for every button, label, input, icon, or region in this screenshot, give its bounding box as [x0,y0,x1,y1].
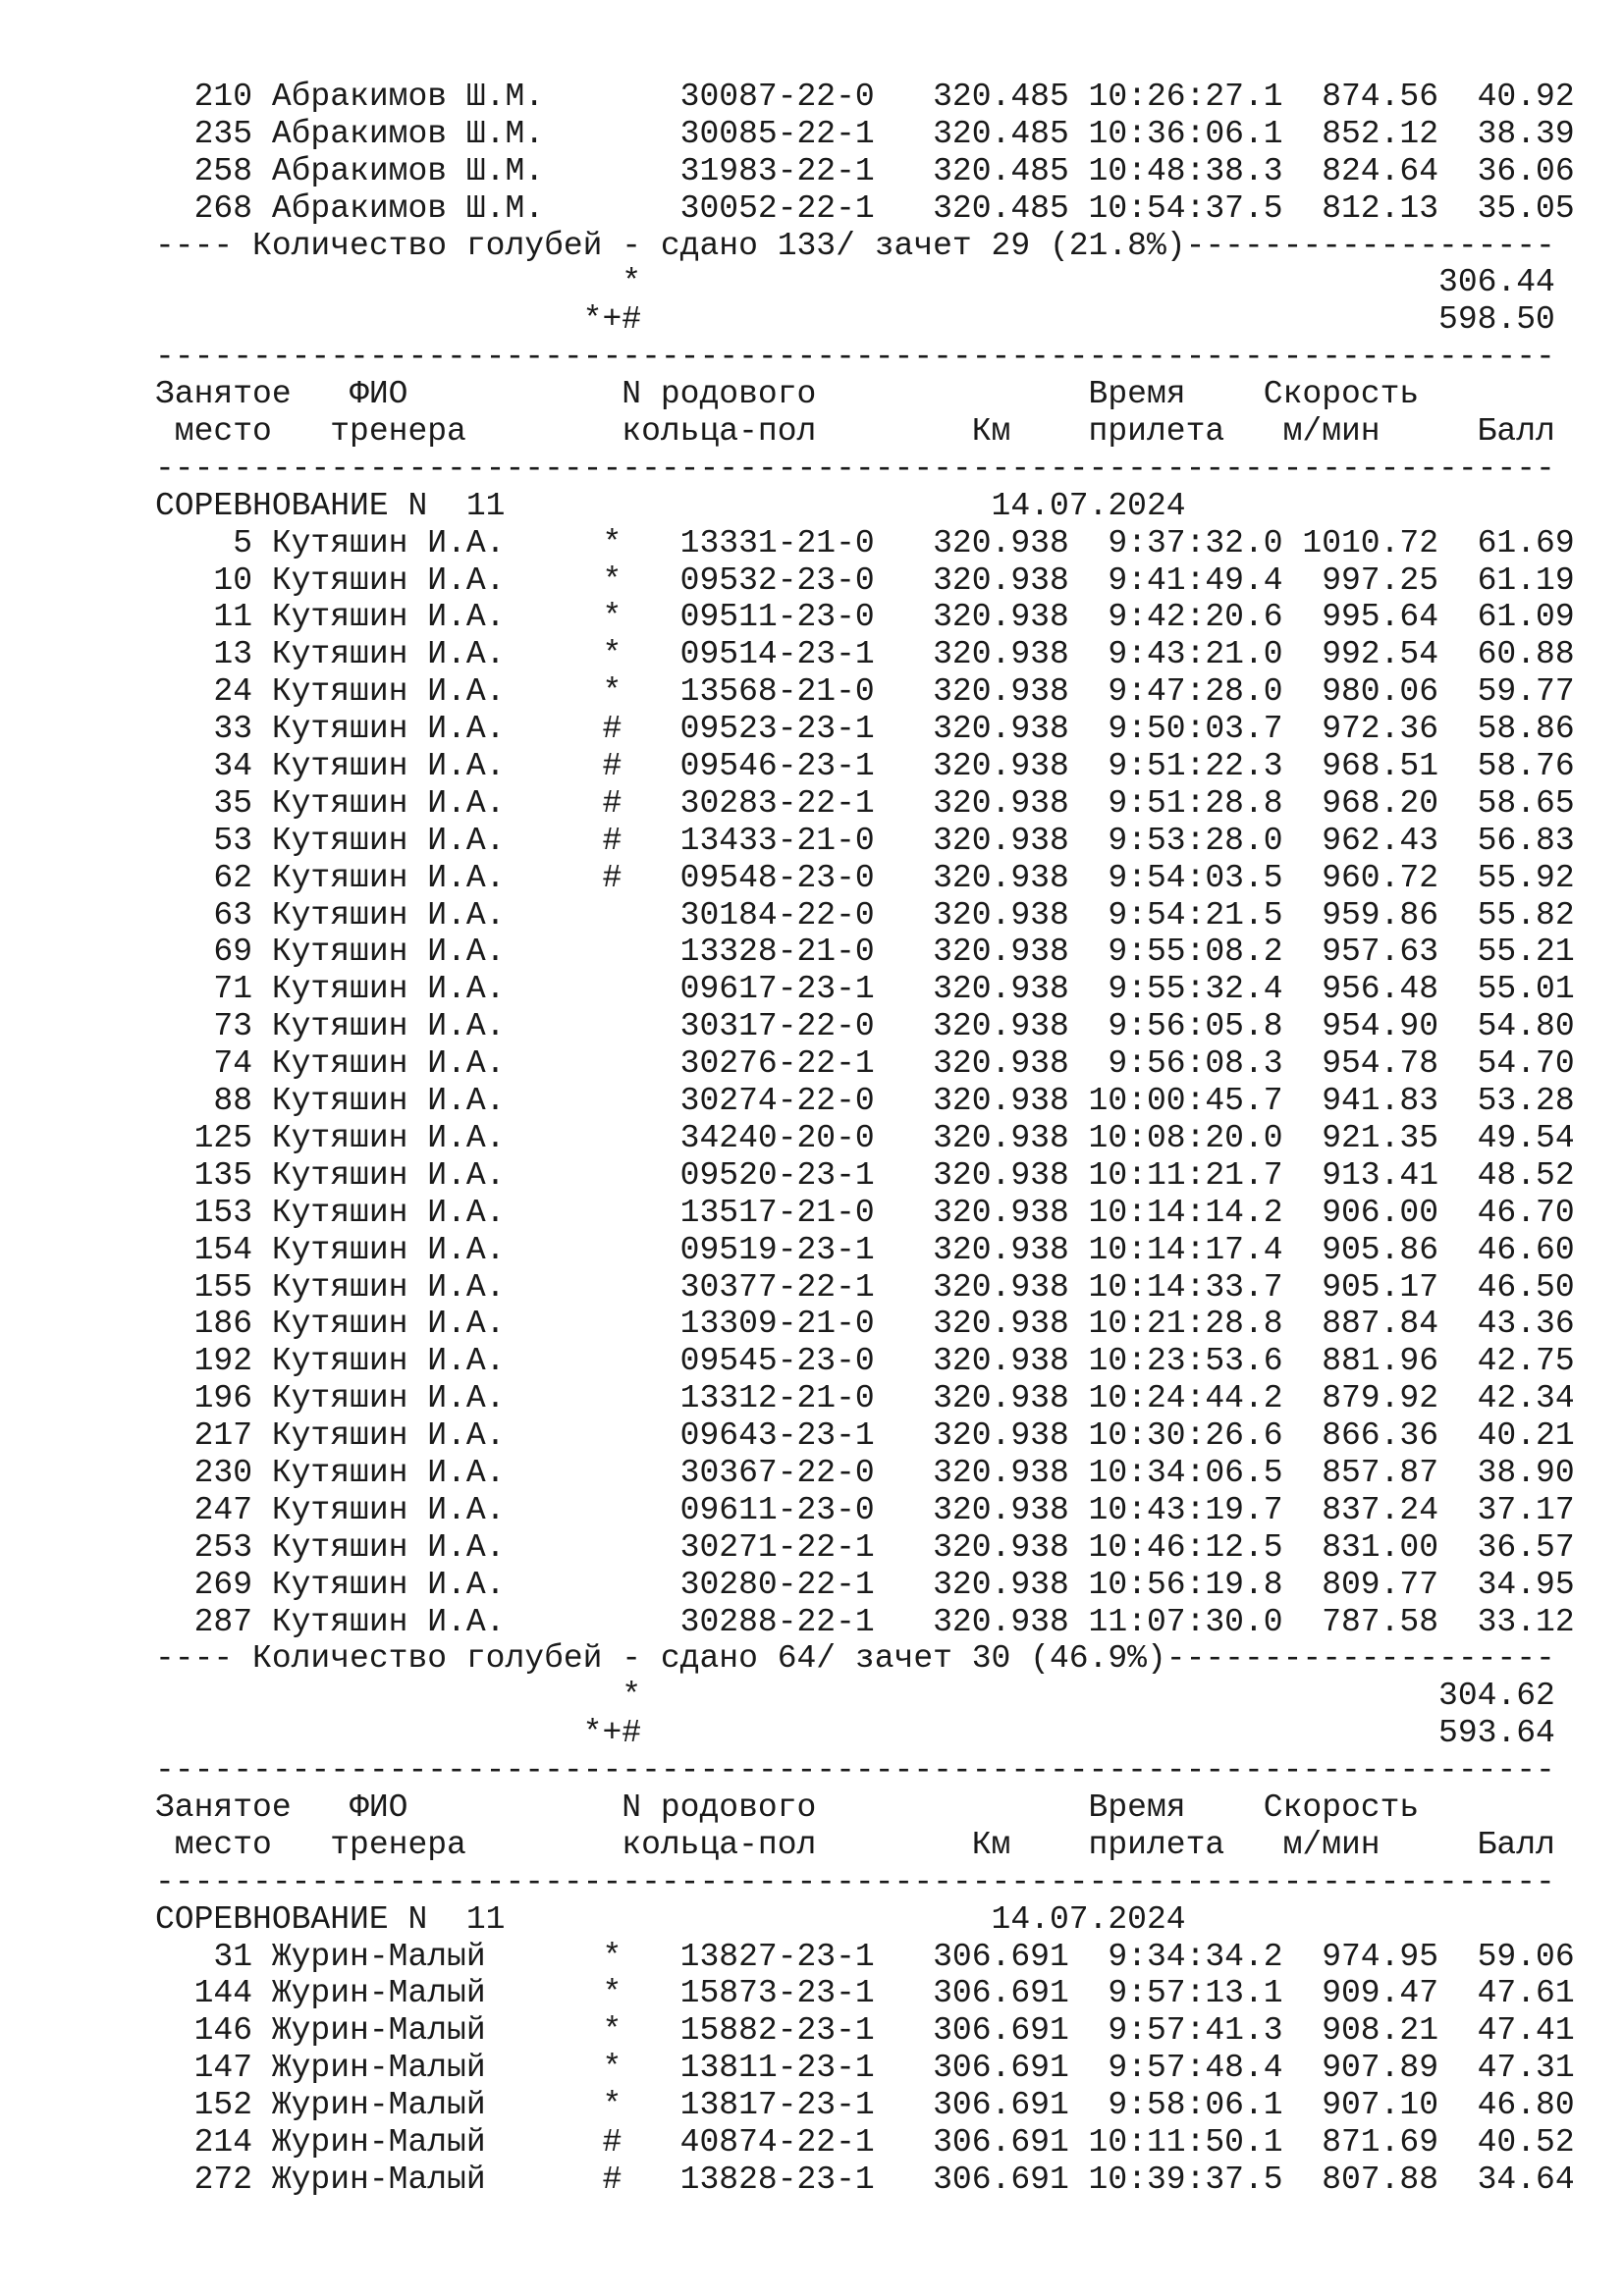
text-line: 34 Кутяшин И.А. # 09546-23-1 320.938 9:51:22.3 968.51 58.76 [155,748,1575,785]
text-line: ---- Количество голубей - сдано 64/ зачет 30 (46.9%)-------------------- [155,1640,1555,1678]
text-line: Занятое ФИО N родового Время Скорость [155,1789,1420,1826]
text-line: СОРЕВНОВАНИЕ N 11 14.07.2024 [155,1900,1186,1938]
text-line: ---- Количество голубей - сдано 133/ зачет 29 (21.8%)------------------- [155,227,1555,264]
text-line: 88 Кутяшин И.А. 30274-22-0 320.938 10:00:45.7 941.83 53.28 [155,1083,1575,1120]
text-line: место тренера кольца-пол Км прилета м/мин Балл [155,1826,1555,1863]
text-line: 69 Кутяшин И.А. 13328-21-0 320.938 9:55:08.2 957.63 55.21 [155,934,1575,971]
text-line: 53 Кутяшин И.А. # 13433-21-0 320.938 9:53:28.0 962.43 56.83 [155,822,1575,859]
text-line: * 306.44 [155,264,1555,301]
text-line: 63 Кутяшин И.А. 30184-22-0 320.938 9:54:21.5 959.86 55.82 [155,896,1575,934]
text-line: 71 Кутяшин И.А. 09617-23-1 320.938 9:55:32.4 956.48 55.01 [155,971,1575,1008]
text-line: 287 Кутяшин И.А. 30288-22-1 320.938 11:07:30.0 787.58 33.12 [155,1603,1575,1640]
text-line: 5 Кутяшин И.А. * 13331-21-0 320.938 9:37:32.0 1010.72 61.69 [155,524,1575,561]
text-line: *+# 593.64 [155,1715,1555,1752]
text-line: 24 Кутяшин И.А. * 13568-21-0 320.938 9:47:28.0 980.06 59.77 [155,673,1575,711]
text-line: 125 Кутяшин И.А. 34240-20-0 320.938 10:08:20.0 921.35 49.54 [155,1119,1575,1156]
text-line: 258 Абракимов Ш.М. 31983-22-1 320.485 10:48:38.3 824.64 36.06 [155,152,1575,189]
text-line: 35 Кутяшин И.А. # 30283-22-1 320.938 9:51:28.8 968.20 58.65 [155,784,1575,822]
text-line: 154 Кутяшин И.А. 09519-23-1 320.938 10:14:17.4 905.86 46.60 [155,1231,1575,1268]
text-line: СОРЕВНОВАНИЕ N 11 14.07.2024 [155,487,1186,524]
text-line: ------------------------------------------------------------------------ [155,450,1555,487]
text-line: 31 Журин-Малый * 13827-23-1 306.691 9:34:34.2 974.95 59.06 [155,1938,1575,1975]
text-line: 235 Абракимов Ш.М. 30085-22-1 320.485 10:36:06.1 852.12 38.39 [155,115,1575,152]
text-line: 10 Кутяшин И.А. * 09532-23-0 320.938 9:41:49.4 997.25 61.19 [155,561,1575,599]
text-line: 13 Кутяшин И.А. * 09514-23-1 320.938 9:43:21.0 992.54 60.88 [155,636,1575,673]
text-line: 186 Кутяшин И.А. 13309-21-0 320.938 10:21:28.8 887.84 43.36 [155,1306,1575,1343]
text-line: 210 Абракимов Ш.М. 30087-22-0 320.485 10:26:27.1 874.56 40.92 [155,79,1575,115]
text-line: 272 Журин-Малый # 13828-23-1 306.691 10:39:37.5 807.88 34.64 [155,2161,1575,2198]
text-line: 155 Кутяшин И.А. 30377-22-1 320.938 10:14:33.7 905.17 46.50 [155,1268,1575,1306]
text-line: 196 Кутяшин И.А. 13312-21-0 320.938 10:24:44.2 879.92 42.34 [155,1380,1575,1417]
text-line: 11 Кутяшин И.А. * 09511-23-0 320.938 9:42:20.6 995.64 61.09 [155,599,1575,636]
text-line: 247 Кутяшин И.А. 09611-23-0 320.938 10:43:19.7 837.24 37.17 [155,1491,1575,1528]
text-line: 253 Кутяшин И.А. 30271-22-1 320.938 10:46:12.5 831.00 36.57 [155,1528,1575,1566]
text-line: * 304.62 [155,1678,1555,1715]
text-line: 192 Кутяшин И.А. 09545-23-0 320.938 10:23:53.6 881.96 42.75 [155,1343,1575,1380]
text-line: 152 Журин-Малый * 13817-23-1 306.691 9:58:06.1 907.10 46.80 [155,2087,1575,2124]
text-line: 62 Кутяшин И.А. # 09548-23-0 320.938 9:54:03.5 960.72 55.92 [155,859,1575,896]
text-line: 144 Журин-Малый * 15873-23-1 306.691 9:57:13.1 909.47 47.61 [155,1975,1575,2012]
text-line: 269 Кутяшин И.А. 30280-22-1 320.938 10:56:19.8 809.77 34.95 [155,1566,1575,1603]
text-line: ------------------------------------------------------------------------ [155,1752,1555,1789]
text-line: 146 Журин-Малый * 15882-23-1 306.691 9:57:41.3 908.21 47.41 [155,2012,1575,2050]
text-line: 230 Кутяшин И.А. 30367-22-0 320.938 10:34:06.5 857.87 38.90 [155,1454,1575,1491]
text-line: 214 Журин-Малый # 40874-22-1 306.691 10:11:50.1 871.69 40.52 [155,2123,1575,2161]
text-line: Занятое ФИО N родового Время Скорость [155,376,1420,413]
text-line: ------------------------------------------------------------------------ [155,339,1555,376]
text-line: 74 Кутяшин И.А. 30276-22-1 320.938 9:56:08.3 954.78 54.70 [155,1045,1575,1083]
text-line: 217 Кутяшин И.А. 09643-23-1 320.938 10:30:26.6 866.36 40.21 [155,1417,1575,1455]
text-line: 33 Кутяшин И.А. # 09523-23-1 320.938 9:50:03.7 972.36 58.86 [155,711,1575,748]
text-line: место тренера кольца-пол Км прилета м/мин Балл [155,413,1555,451]
text-line: 268 Абракимов Ш.М. 30052-22-1 320.485 10:54:37.5 812.13 35.05 [155,189,1575,227]
text-line: 147 Журин-Малый * 13811-23-1 306.691 9:57:48.4 907.89 47.31 [155,2050,1575,2087]
text-line: 153 Кутяшин И.А. 13517-21-0 320.938 10:14:14.2 906.00 46.70 [155,1194,1575,1231]
text-line: ------------------------------------------------------------------------ [155,1863,1555,1900]
text-line: 135 Кутяшин И.А. 09520-23-1 320.938 10:11:21.7 913.41 48.52 [155,1156,1575,1194]
text-line: *+# 598.50 [155,301,1555,339]
text-line: 73 Кутяшин И.А. 30317-22-0 320.938 9:56:05.8 954.90 54.80 [155,1008,1575,1045]
results-document [155,79,1575,2199]
